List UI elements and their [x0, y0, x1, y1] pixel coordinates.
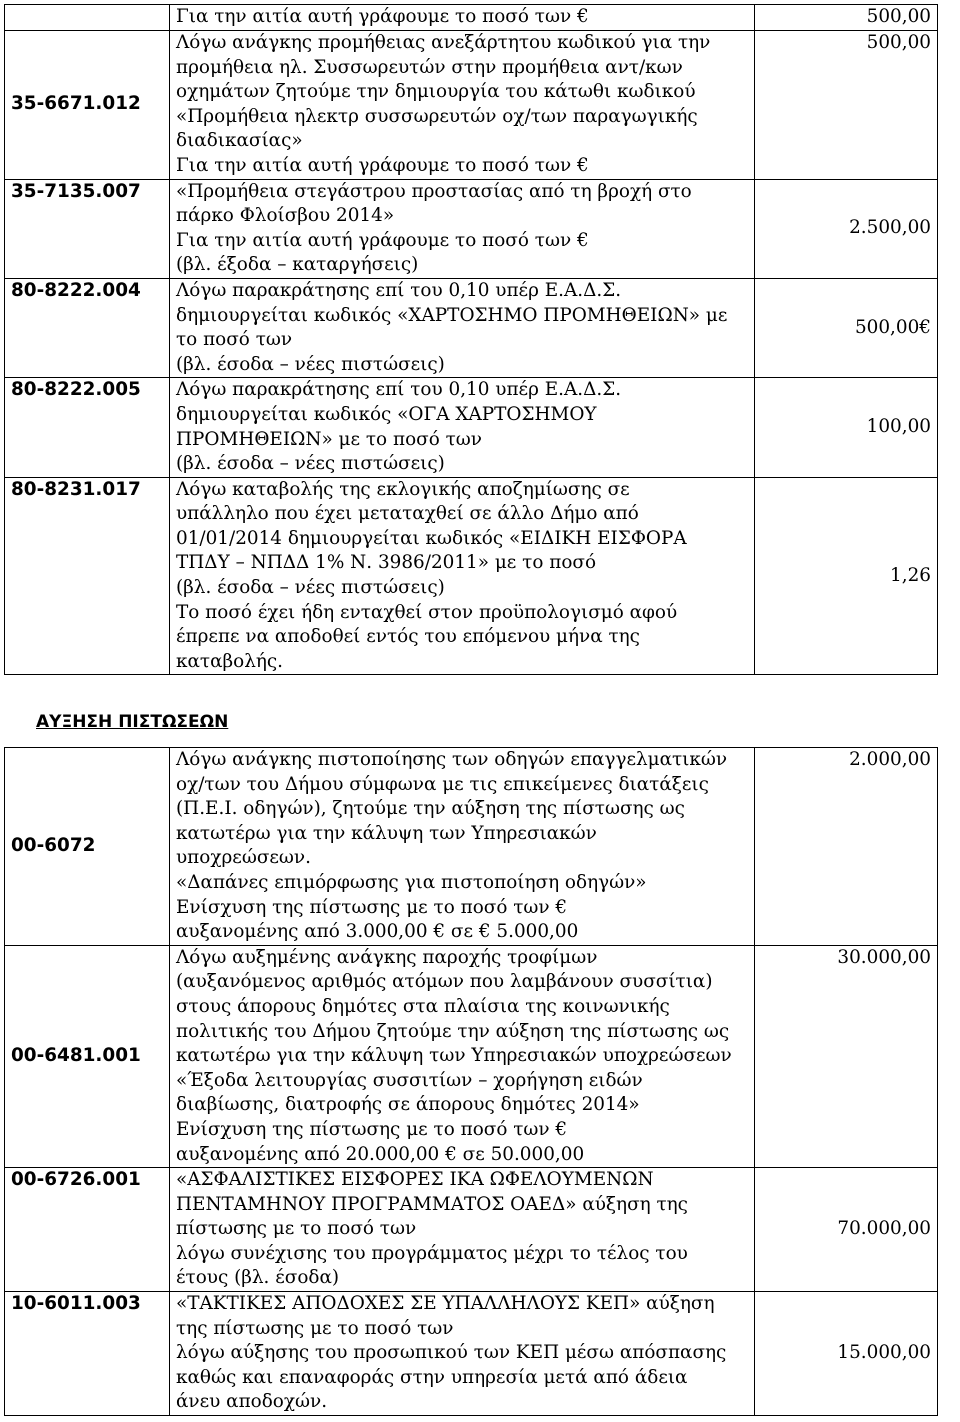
description-line: «ΤΑΚΤΙΚΕΣ ΑΠΟΔΟΧΕΣ ΣΕ ΥΠΑΛΛΗΛΟΥΣ ΚΕΠ» αύξηση	[176, 1293, 715, 1315]
budget-code: 80-8222.004	[5, 278, 170, 377]
description-line: Λόγω ανάγκης προμήθειας ανεξάρτητου κωδικού για την	[176, 32, 711, 53]
description-line: διαδικασίας»	[176, 130, 303, 152]
row-amount: 2.000,00	[755, 748, 938, 946]
description-line: πάρκο Φλοίσβου 2014»	[176, 205, 395, 227]
row-description	[170, 1292, 755, 1416]
description-line: υποχρεώσεων.	[176, 847, 311, 869]
description-line: (Π.Ε.Ι. οδηγών), ζητούμε την αύξηση της πίστωσης ως	[176, 798, 685, 820]
row-amount: 500,00€	[755, 278, 938, 377]
row-amount: 30.000,00	[755, 945, 938, 1167]
budget-code: 80-8231.017	[5, 477, 170, 675]
row-amount: 100,00	[755, 378, 938, 477]
section-heading: ΑΥΞΗΣΗ ΠΙΣΤΩΣΕΩΝ	[36, 712, 229, 732]
description-line: 01/01/2014 δημιουργείται κωδικός «ΕΙΔΙΚΗ ΕΙΣΦΟΡΑ	[176, 527, 687, 549]
description-line: «Δαπάνες επιμόρφωσης για πιστοποίηση οδηγών»	[176, 871, 647, 893]
description-line: έτους (βλ. έσοδα)	[176, 1267, 340, 1289]
description-line: Για την αιτία αυτή γράφουμε το ποσό των €	[176, 154, 589, 176]
budget-code: 80-8222.005	[5, 378, 170, 477]
description-line: Ενίσχυση της πίστωσης με το ποσό των €	[176, 896, 568, 918]
description-line: ΤΠΔΥ – ΝΠΔΔ 1% Ν. 3986/2011» με το ποσό	[176, 552, 597, 574]
description-line: δημιουργείται κωδικός «ΟΓΑ ΧΑΡΤΟΣΗΜΟΥ	[176, 403, 597, 425]
description-line: υπάλληλο που έχει μεταταχθεί σε άλλο Δήμο από	[176, 503, 639, 525]
row-description	[170, 31, 755, 180]
description-line: πίστωσης με το ποσό των	[176, 1218, 417, 1240]
table-row	[5, 945, 938, 1167]
row-description	[170, 179, 755, 278]
description-line: ΠΕΝΤΑΜΗΝΟΥ ΠΡΟΓΡΑΜΜΑΤΟΣ ΟΑΕΔ» αύξηση της	[176, 1193, 688, 1215]
description-line: κατωτέρω για την κάλυψη των Υπηρεσιακών υποχρεώσεων	[176, 1045, 732, 1067]
row-amount: 15.000,00	[755, 1292, 938, 1416]
budget-code: 00-6072	[5, 748, 170, 946]
table-row	[5, 748, 938, 946]
description-line: ΠΡΟΜΗΘΕΙΩΝ» με το ποσό των	[176, 428, 482, 450]
description-line: «Έξοδα λειτουργίας συσσιτίων – χορήγηση ειδών	[176, 1069, 643, 1091]
row-amount: 70.000,00	[755, 1168, 938, 1292]
row-amount: 2.500,00	[755, 179, 938, 278]
budget-code: 35-7135.007	[5, 179, 170, 278]
description-line: Λόγω παρακράτησης επί του 0,10 υπέρ Ε.Α.Δ.Σ.	[176, 379, 622, 401]
table-row	[5, 477, 938, 675]
description-line: Λόγω καταβολής της εκλογικής αποζημίωσης σε	[176, 478, 630, 500]
description-line: διαβίωσης, διατροφής σε άπορους δημότες 2014»	[176, 1094, 640, 1116]
description-line: (βλ. έσοδα – νέες πιστώσεις)	[176, 353, 445, 375]
description-line: Λόγω ανάγκης πιστοποίησης των οδηγών επαγγελματικών	[176, 749, 728, 770]
description-line: Λόγω αυξημένης ανάγκης παροχής τροφίμων	[176, 946, 598, 968]
description-line: στους άπορους δημότες στα πλαίσια της κοινωνικής	[176, 995, 670, 1017]
description-line: «Προμήθεια στεγάστρου προστασίας από τη βροχή στο	[176, 180, 692, 202]
description-line: Ενίσχυση της πίστωσης με το ποσό των €	[176, 1118, 568, 1140]
credits-increase-table	[4, 747, 938, 1416]
description-line: κατωτέρω για την κάλυψη των Υπηρεσιακών	[176, 822, 597, 844]
description-line: πολιτικής του Δήμου ζητούμε την αύξηση της πίστωσης ως	[176, 1020, 730, 1042]
description-line: καθώς και επαναφοράς στην υπηρεσία μετά από άδεια	[176, 1366, 688, 1388]
description-line: οχημάτων ζητούμε την δημιουργία του κάτωθι κωδικού	[176, 81, 696, 103]
table-row	[5, 31, 938, 180]
row-amount: 1,26	[755, 477, 938, 675]
row-description	[170, 378, 755, 477]
budget-code: 00-6481.001	[5, 945, 170, 1167]
table-row	[5, 1292, 938, 1416]
description-line: Για την αιτία αυτή γράφουμε το ποσό των €	[176, 229, 589, 251]
description-line: προμήθεια ηλ. Συσσωρευτών στην προμήθεια αντ/κων	[176, 56, 683, 78]
table-row	[5, 278, 938, 377]
description-line: αυξανομένης από 20.000,00 € σε 50.000,00	[176, 1143, 585, 1165]
description-line: της πίστωσης με το ποσό των	[176, 1317, 454, 1339]
description-line: (βλ. έξοδα – καταργήσεις)	[176, 254, 419, 276]
table-row	[5, 1168, 938, 1292]
description-line: (βλ. έσοδα – νέες πιστώσεις)	[176, 453, 445, 475]
budget-code: 10-6011.003	[5, 1292, 170, 1416]
row-amount: 500,00	[755, 31, 938, 180]
row-description	[170, 748, 755, 946]
budget-code: 35-6671.012	[5, 31, 170, 180]
description-line: οχ/των του Δήμου σύμφωνα με τις επικείμενες διατάξεις	[176, 773, 709, 795]
description-line: αυξανομένης από 3.000,00 € σε € 5.000,00	[176, 921, 579, 943]
description-line: λόγω συνέχισης του προγράμματος μέχρι το τέλος του	[176, 1242, 688, 1264]
description-line: το ποσό των	[176, 329, 293, 351]
row-description	[170, 1168, 755, 1292]
description-line: (αυξανόμενος αριθμός ατόμων που λαμβάνουν συσσίτια)	[176, 971, 713, 993]
description-line: λόγω αύξησης του προσωπικού των ΚΕΠ μέσω απόσπασης	[176, 1342, 727, 1364]
credits-table-top	[4, 4, 938, 675]
description-line: «ΑΣΦΑΛΙΣΤΙΚΕΣ ΕΙΣΦΟΡΕΣ ΙΚΑ ΩΦΕΛΟΥΜΕΝΩΝ	[176, 1169, 654, 1191]
description-line: Για την αιτία αυτή γράφουμε το ποσό των €	[176, 6, 589, 27]
description-line: (βλ. έσοδα – νέες πιστώσεις)	[176, 577, 445, 599]
table-row	[5, 378, 938, 477]
table-row	[5, 179, 938, 278]
table-row	[5, 5, 938, 31]
description-line: «Προμήθεια ηλεκτρ συσσωρευτών οχ/των παραγωγικής	[176, 105, 698, 127]
description-line: Λόγω παρακράτησης επί του 0,10 υπέρ Ε.Α.Δ.Σ.	[176, 279, 622, 301]
description-line: Το ποσό έχει ήδη ενταχθεί στον προϋπολογισμό αφού	[176, 601, 678, 623]
description-line: δημιουργείται κωδικός «ΧΑΡΤΟΣΗΜΟ ΠΡΟΜΗΘΕΙΩΝ» με	[176, 304, 728, 326]
budget-code: 00-6726.001	[5, 1168, 170, 1292]
description-line: έπρεπε να αποδοθεί εντός του επόμενου μήνα της	[176, 626, 640, 648]
description-line: άνευ αποδοχών.	[176, 1391, 328, 1413]
row-amount: 500,00	[755, 5, 938, 31]
budget-code	[5, 5, 170, 31]
row-description	[170, 5, 755, 31]
row-description	[170, 278, 755, 377]
row-description	[170, 945, 755, 1167]
description-line: καταβολής.	[176, 650, 284, 672]
row-description	[170, 477, 755, 675]
